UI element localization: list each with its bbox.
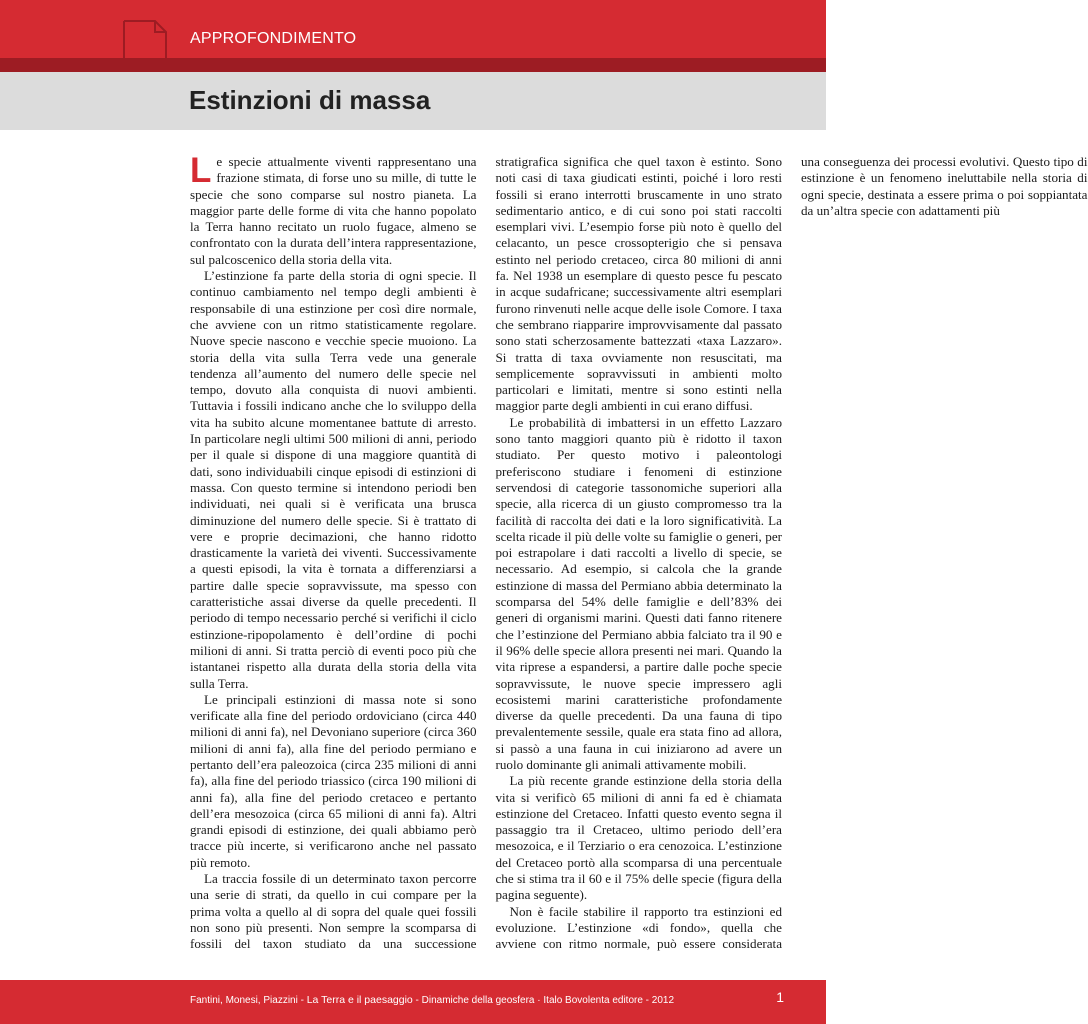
paragraph: La più recente grande estinzione della storia della vita si verificò 65 milioni di anni fa ed è chiamata estinzione del Cretaceo. Infatti questo evento segna il passaggio tra il Cretaceo, ultimo periodo dell’era mesozoica, e il Terziario o era cenozoica. L’estinzione del Cretaceo portò alla scomparsa di una percentuale che si stima tra il 60 e il 75% delle specie (figura della pagina seguente). xyxy=(495,773,782,903)
article-body xyxy=(190,151,1088,960)
footer-authors: Fantini, Monesi, Piazzini - xyxy=(190,995,307,1006)
paragraph: Le probabilità di imbattersi in un effetto Lazzaro sono tanto maggiori quanto più è ridotto il taxon studiato. Per questo motivo i paleontologi preferiscono studiare i fenomeni di estinzione servendosi di categorie tassonomiche superiori alla specie, alla ricerca di un giusto compromesso tra la facilità di raccolta dei dati e la loro significatività. La scelta ricade il più delle volte su famiglie o generi, per poi estrapolare i dati raccolti a livello di specie, se necessario. Ad esempio, si calcola che la grande estinzione di massa del Permiano abbia determinato la scomparsa del 54% delle famiglie e dell’83% dei generi di organismi marini. Questi dati fanno ritenere che l’estinzione del Permiano abbia falciato tra il 90 e il 96% delle specie allora presenti nei mari. Quando la vita riprese a espandersi, a partire dalle poche specie sopravvissute, le nuove specie impressero agli ecosistemi marini caratteristiche profondamente diverse da quelle precedenti. Da una fauna di tipo prevalentemente sessile, quale era stata fino ad allora, si passò a una fauna in cui iniziarono ad avere un ruolo dominante gli animali attivamente mobili. xyxy=(495,414,782,772)
document-icon xyxy=(122,19,168,67)
page-title: Estinzioni di massa xyxy=(189,85,431,115)
paragraph: Non è facile stabilire il rapporto tra estinzioni ed evoluzione. L’estinzione «di fondo», quella che avviene con ritmo normale, può essere considerata una conseguenza dei processi evolutivi. Questo tipo di estinzione è un fenomeno ineluttabile nella storia di ogni specie, destinata a essere prima o poi soppiantata da un’altra specie con adattamenti più xyxy=(495,154,1088,952)
drop-cap: L xyxy=(190,151,212,190)
section-label: APPROFONDIMENTO xyxy=(190,30,357,47)
paragraph: La traccia fossile di un determinato taxon percorre una serie di strati, da quello in cui compare per la prima volta a quello al di sopra del quale quei fossili non sono più presenti. Non sempre la scomparsa di fossili del taxon studiato da una successione stratigrafica significa che quel taxon è estinto. Sono noti casi di taxa giudicati estinti, poiché i loro resti fossili si erano interrotti bruscamente in uno strato sedimentario antico, e di cui sono poi stati raccolti esemplari vivi. L’esempio forse più noto è quello del celacanto, un pesce crossopterigio che si pensava estinto nel periodo cretaceo, circa 80 milioni di anni fa. Nel 1938 un esemplare di questo pesce fu pescato in acque sudafricane; successivamente altri esemplari furono rinvenuti nelle acque delle isole Comore. I taxa che sembrano riapparire improvvisamente dal passato sono stati scherzosamente battezzati «taxa Lazzaro». Si tratta di taxa ovviamente non resuscitati, ma semplicemente sopravvissuti in ambienti molto particolari e limitati, mentre si sono estinti nella maggior parte degli ambienti in cui erano diffusi. xyxy=(190,154,782,952)
paragraph: Le specie attualmente viventi rappresentano una frazione stimata, di forse uno su mille, di tutte le specie che sono comparse sul nostro pianeta. La maggior parte delle forme di vita che hanno popolato la Terra hanno recitato un ruolo fugace, almeno se confrontato con la durata dell’intera rappresentazione, sul palcoscenico della storia della vita. xyxy=(190,151,477,267)
paragraph: Le principali estinzioni di massa note si sono verificate alla fine del periodo ordoviciano (circa 440 milioni di anni fa), nel Devoniano superiore (circa 360 milioni di anni fa), alla fine del periodo permiano e pertanto dell’era paleozoica (circa 235 milioni di anni fa), alla fine del periodo triassico (circa 190 milioni di anni fa), alla fine del periodo cretaceo e pertanto dell’era mesozoica (circa 65 milioni di anni fa). Altri grandi episodi di estinzione, dei quali abbiamo però tracce più incerte, si verificarono anche nel passato più remoto. xyxy=(190,691,477,870)
footer-publisher: - Dinamiche della geosfera · Italo Bovolenta editore - 2012 xyxy=(412,995,675,1006)
footer-book-title: La Terra e il paesaggio xyxy=(306,994,413,1006)
page-number: 1 xyxy=(776,989,784,1005)
footer-credits xyxy=(190,994,674,1006)
paragraph: L’estinzione fa parte della storia di ogni specie. Il continuo cambiamento nel tempo degli ambienti è responsabile di una estinzione per così dire normale, che avviene con un ritmo statisticamente regolare. Nuove specie nascono e vecchie specie muoiono. La storia della vita sulla Terra vede una generale tendenza all’aumento del numero delle specie nel tempo, dovuto alla conquista di nuovi ambienti. Tuttavia i fossili indicano anche che lo sviluppo della vita ha subito alcune momentanee battute di arresto. In particolare negli ultimi 500 milioni di anni, periodo per il quale si dispone di una maggiore quantità di dati, sono individuabili cinque episodi di estinzioni di massa. Con questo termine si intendono periodi ben individuati, nei quali si è verificata una brusca diminuzione del numero delle specie. Si è trattato di vere e proprie decimazioni, che hanno ridotto drasticamente la varietà dei viventi. Successivamente a questi episodi, la vita è tornata a differenziarsi a partire dalle specie sopravvissute, ma spesso con caratteristiche assai diverse da quelle precedenti. Il periodo di tempo necessario perché si verifichi il ciclo estinzione-ripopolamento è dell’ordine di pochi milioni di anni. Si tratta perciò di eventi poco più che istantanei rispetto alla durata della storia della vita sulla Terra. xyxy=(190,268,477,691)
